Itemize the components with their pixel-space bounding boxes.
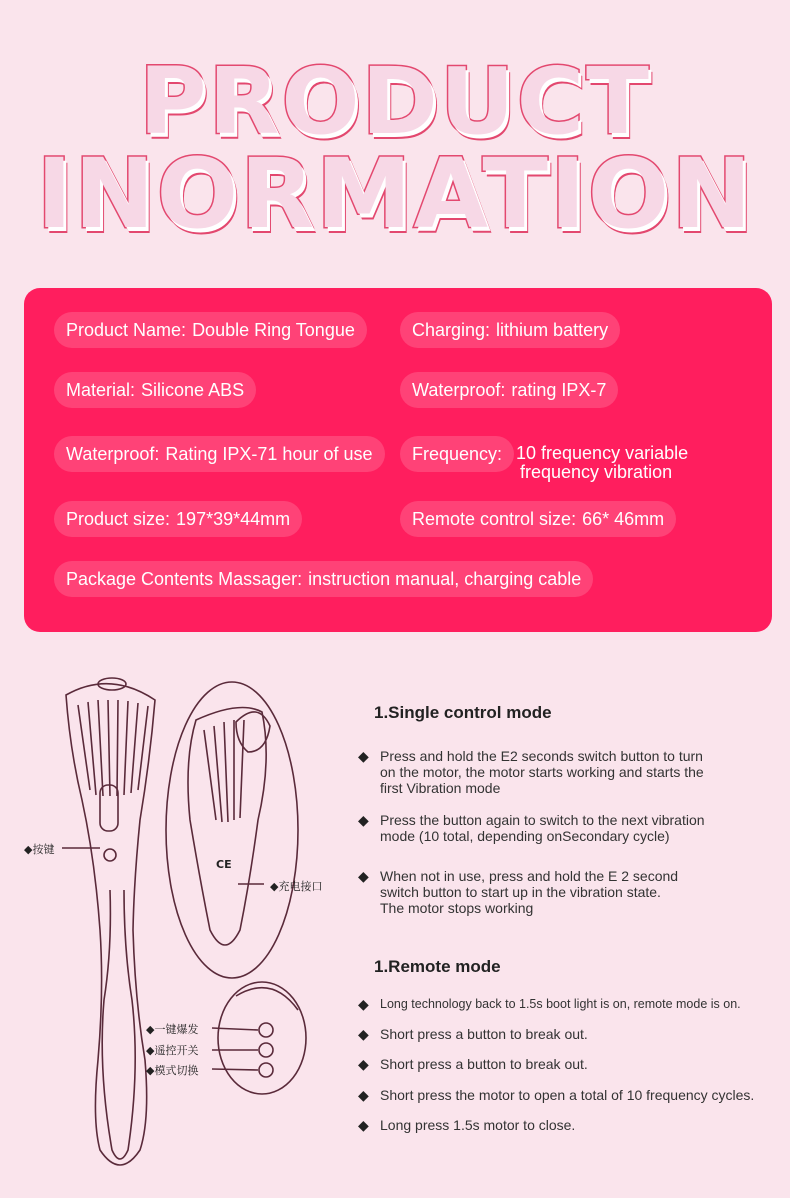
spec-value: instruction manual, charging cable [308, 569, 582, 589]
label-charge-port [270, 878, 322, 894]
zoom-oval [166, 682, 298, 978]
spec-value: Rating IPX-71 hour of use [165, 444, 373, 464]
label-text: 模式切换 [154, 1064, 199, 1077]
remote-item-4: Short press the motor to open a total of 10 frequency cycles. [380, 1087, 755, 1103]
remote-outline [218, 982, 306, 1094]
single-item-3 [380, 868, 678, 916]
label-text: 遥控开关 [154, 1044, 199, 1057]
line: mode (10 total, depending onSecondary cycle) [380, 828, 670, 844]
label-text: 充电接口 [278, 880, 323, 893]
bullet-icon: ◆ [358, 868, 369, 884]
remote-item-1: Long technology back to 1.5s boot light is on, remote mode is on. [380, 997, 741, 1011]
remote-mode-title: 1.Remote mode [374, 957, 501, 976]
single-item-1 [380, 748, 704, 796]
spec-key: Material: [66, 380, 136, 400]
line: on the motor, the motor starts working and starts the [380, 764, 704, 780]
bullet-icon: ◆ [358, 1026, 369, 1042]
bullet-icon: ◆ [358, 996, 369, 1012]
bullet-icon: ◆ [358, 1087, 369, 1103]
label-button [24, 841, 54, 857]
bullet-icon: ◆ [358, 748, 369, 764]
massager-loop [102, 890, 135, 1159]
remote-button-switch [259, 1043, 273, 1057]
label-bullet: ◆ [24, 843, 33, 856]
label-text: 按键 [32, 843, 55, 856]
spec-value: 197*39*44mm [176, 509, 291, 529]
bullet-icon: ◆ [358, 812, 369, 828]
line: The motor stops working [380, 900, 534, 916]
single-item-2 [380, 812, 705, 844]
spec-value: lithium battery [496, 320, 609, 340]
title-line-1: PRODUCT [139, 48, 651, 155]
head-detail [188, 708, 266, 946]
bullet-icon: ◆ [358, 1117, 369, 1133]
power-button-icon [104, 849, 116, 861]
remote-button-burst [259, 1023, 273, 1037]
spec-key: Waterproof: [412, 380, 506, 400]
spec-key: Product Name: [66, 320, 187, 340]
label-mode-switch [146, 1062, 198, 1078]
spec-key: Product size: [66, 509, 171, 529]
spec-key: Frequency: [412, 444, 503, 464]
bullet-icon: ◆ [358, 1056, 369, 1072]
line: switch button to start up in the vibration state. [380, 884, 661, 900]
label-remote-switch [146, 1042, 198, 1058]
remote-item-5: Long press 1.5s motor to close. [380, 1117, 576, 1133]
spec-key: Remote control size: [412, 509, 577, 529]
line: Press and hold the E2 seconds switch button to turn [380, 748, 703, 764]
spec-key: Package Contents Massager: [66, 569, 303, 589]
label-bullet: ◆ [146, 1023, 155, 1036]
spec-key: Charging: [412, 320, 491, 340]
spec-frequency-value-1: 10 frequency variable [516, 443, 689, 463]
spec-value: 66* 46mm [582, 509, 665, 529]
spec-value: rating IPX-7 [511, 380, 607, 400]
title-line-2: INORMATION [36, 138, 754, 250]
label-burst [146, 1021, 198, 1037]
spec-key: Waterproof: [66, 444, 160, 464]
ce-mark: CE [216, 858, 232, 871]
remote-button-mode [259, 1063, 273, 1077]
line: Press the button again to switch to the next vibration [380, 812, 705, 828]
remote-item-3: Short press a button to break out. [380, 1056, 588, 1072]
label-bullet: ◆ [146, 1044, 155, 1057]
label-bullet: ◆ [270, 880, 279, 893]
line: first Vibration mode [380, 780, 501, 796]
label-bullet: ◆ [146, 1064, 155, 1077]
single-mode-title: 1.Single control mode [374, 703, 552, 722]
label-text: 一键爆发 [154, 1023, 199, 1036]
remote-item-2: Short press a button to break out. [380, 1026, 588, 1042]
line: When not in use, press and hold the E 2 second [380, 868, 679, 884]
spec-value: Double Ring Tongue [192, 320, 355, 340]
spec-value: Silicone ABS [141, 380, 245, 400]
spec-frequency-value-2: frequency vibration [520, 462, 673, 482]
